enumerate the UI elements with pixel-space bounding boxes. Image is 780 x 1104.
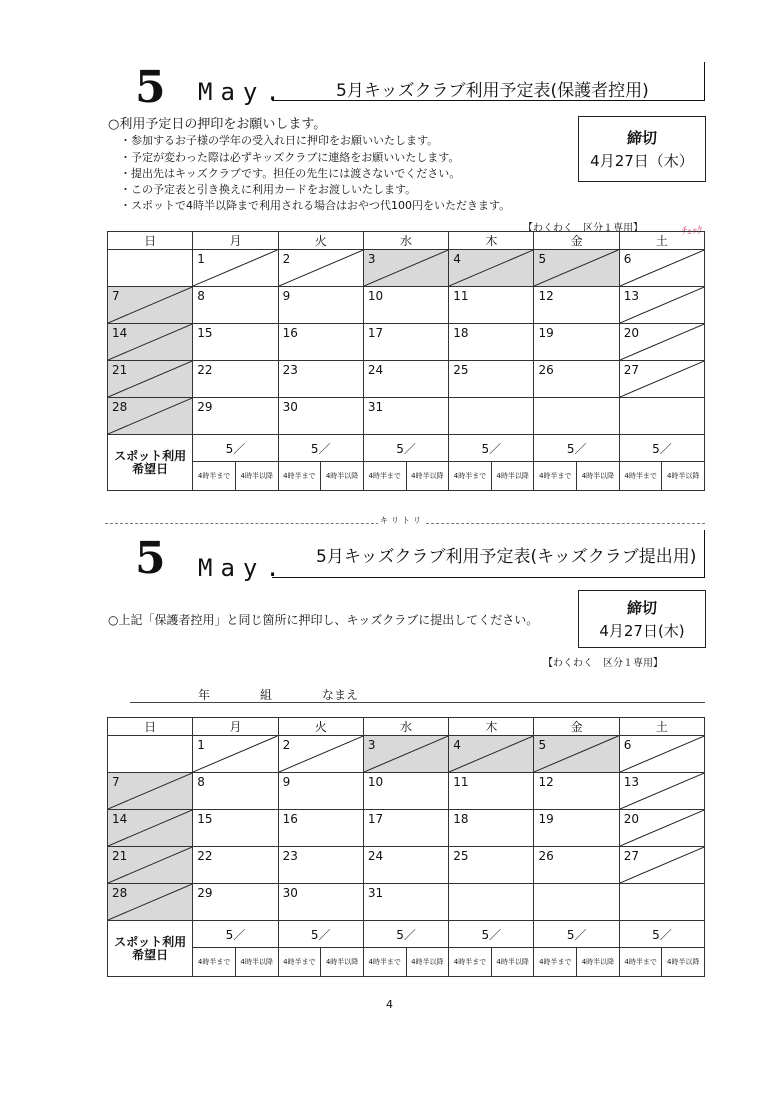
bottom-closed-slash xyxy=(534,736,618,772)
top-day-number: 30 xyxy=(282,400,298,414)
bottom-day-cell[interactable] xyxy=(108,884,193,921)
top-day-cell[interactable] xyxy=(278,250,363,287)
bottom-day-number: 28 xyxy=(112,886,128,900)
bottom-day-number: 14 xyxy=(112,812,128,826)
bottom-spot-date-field[interactable]: 5／ xyxy=(619,921,704,948)
bottom-spot-after-box[interactable]: 4時半以降 xyxy=(662,948,705,977)
bottom-weekday-0: 日 xyxy=(108,718,193,736)
bottom-deadline-box xyxy=(578,590,706,648)
top-spot-before-box[interactable]: 4時半まで xyxy=(363,462,406,491)
top-day-cell[interactable] xyxy=(534,250,619,287)
bottom-deadline-label: 締切 xyxy=(626,599,657,617)
bottom-closed-slash xyxy=(449,736,533,772)
bottom-spot-before-box[interactable]: 4時半まで xyxy=(278,948,321,977)
bottom-day-cell[interactable] xyxy=(193,810,278,847)
bottom-spot-label-line1: スポット利用 xyxy=(114,934,187,949)
bottom-day-number: 3 xyxy=(367,738,376,752)
top-day-cell[interactable] xyxy=(108,250,193,287)
top-day-cell[interactable] xyxy=(449,250,534,287)
bottom-day-cell[interactable] xyxy=(619,773,704,810)
bottom-day-cell[interactable] xyxy=(363,773,448,810)
bottom-day-number: 26 xyxy=(538,849,554,863)
bottom-day-number: 12 xyxy=(538,775,554,789)
bottom-day-number: 20 xyxy=(623,812,640,826)
bottom-day-number: 15 xyxy=(197,812,213,826)
bottom-day-number: 1 xyxy=(197,738,205,752)
page-number: 4 xyxy=(386,998,393,1011)
bottom-day-cell[interactable] xyxy=(449,847,534,884)
bottom-day-cell[interactable] xyxy=(449,810,534,847)
top-spot-before-box[interactable]: 4時半まで xyxy=(534,462,577,491)
bottom-spot-after-box[interactable]: 4時半以降 xyxy=(577,948,620,977)
top-spot-label-line2: 希望日 xyxy=(132,461,169,476)
bottom-day-number: 13 xyxy=(623,775,640,789)
top-day-number: 18 xyxy=(453,326,469,340)
top-weekday-3: 水 xyxy=(363,232,448,250)
bottom-weekday-1: 月 xyxy=(193,718,278,736)
bottom-spot-date-field[interactable]: 5／ xyxy=(193,921,278,948)
bottom-day-number: 27 xyxy=(623,849,640,863)
top-spot-date-field[interactable]: 5／ xyxy=(363,435,448,462)
top-day-cell[interactable] xyxy=(278,361,363,398)
top-day-cell[interactable] xyxy=(363,324,448,361)
bottom-day-cell[interactable] xyxy=(534,773,619,810)
top-title-vbar xyxy=(704,62,705,101)
bottom-spot-date-field[interactable]: 5／ xyxy=(278,921,363,948)
bottom-day-number: 6 xyxy=(623,738,632,752)
bottom-closed-slash xyxy=(279,736,363,772)
top-day-number: 31 xyxy=(367,400,384,414)
bottom-day-number: 17 xyxy=(367,812,384,826)
bottom-weekday-5: 金 xyxy=(534,718,619,736)
bottom-closed-slash xyxy=(108,773,192,809)
top-day-cell[interactable] xyxy=(534,324,619,361)
top-day-number: 12 xyxy=(538,289,554,303)
top-day-cell[interactable] xyxy=(108,287,193,324)
top-day-cell[interactable] xyxy=(534,398,619,435)
bottom-day-number: 25 xyxy=(453,849,469,863)
top-note-2: ・予定が変わった際は必ずキッズクラブに連絡をお願いいたします。 xyxy=(120,150,460,164)
top-day-number: 27 xyxy=(623,363,640,377)
top-spot-before-box[interactable]: 4時半まで xyxy=(619,462,662,491)
top-day-number: 10 xyxy=(367,289,384,303)
top-deadline-date: 4月27日（木） xyxy=(590,152,694,170)
top-spot-after-box[interactable]: 4時半以降 xyxy=(321,462,364,491)
top-day-cell[interactable] xyxy=(449,361,534,398)
bottom-title-vbar xyxy=(704,530,705,578)
top-weekday-2: 火 xyxy=(278,232,363,250)
bottom-spot-before-box[interactable]: 4時半まで xyxy=(193,948,236,977)
bottom-weekday-6: 土 xyxy=(619,718,704,736)
top-spot-date-field[interactable]: 5／ xyxy=(534,435,619,462)
top-spot-label-line1: スポット利用 xyxy=(114,448,187,463)
bottom-title-underline xyxy=(272,577,704,578)
bottom-day-cell[interactable] xyxy=(534,884,619,921)
bottom-day-cell[interactable] xyxy=(278,884,363,921)
top-day-cell[interactable] xyxy=(619,361,704,398)
top-day-cell[interactable] xyxy=(363,250,448,287)
bottom-day-number: 2 xyxy=(282,738,291,752)
bottom-spot-label xyxy=(108,921,193,977)
top-spot-after-box[interactable]: 4時半以降 xyxy=(406,462,449,491)
bottom-month-name: May. xyxy=(198,554,288,582)
top-spot-after-box[interactable]: 4時半以降 xyxy=(662,462,705,491)
bottom-day-cell[interactable] xyxy=(619,810,704,847)
top-day-cell[interactable] xyxy=(449,324,534,361)
bottom-day-cell[interactable] xyxy=(108,773,193,810)
top-day-number: 8 xyxy=(197,289,205,303)
top-calendar xyxy=(107,231,705,491)
top-day-cell[interactable] xyxy=(449,398,534,435)
bottom-spot-date-field[interactable]: 5／ xyxy=(363,921,448,948)
top-day-number: 7 xyxy=(112,289,120,303)
top-day-cell[interactable] xyxy=(619,287,704,324)
bottom-day-cell[interactable] xyxy=(363,847,448,884)
bottom-day-number: 16 xyxy=(282,812,298,826)
top-day-cell[interactable] xyxy=(619,324,704,361)
top-day-cell[interactable] xyxy=(619,398,704,435)
top-day-number: 6 xyxy=(623,252,632,266)
bottom-day-number: 29 xyxy=(197,886,213,900)
top-day-number: 11 xyxy=(453,289,469,303)
top-notes xyxy=(108,117,578,215)
student-info-underline xyxy=(130,702,705,703)
top-day-number: 9 xyxy=(282,289,291,303)
bottom-day-cell[interactable] xyxy=(278,773,363,810)
top-day-number: 28 xyxy=(112,400,128,414)
top-note-3: ・提出先はキッズクラブです。担任の先生には渡さないでください。 xyxy=(120,166,461,180)
student-class-label: 組 xyxy=(260,688,273,702)
top-day-number: 5 xyxy=(538,252,547,266)
top-day-number: 1 xyxy=(197,252,205,266)
bottom-day-number: 10 xyxy=(367,775,384,789)
bottom-spot-date-field[interactable]: 5／ xyxy=(449,921,534,948)
top-spot-before-box[interactable]: 4時半まで xyxy=(193,462,236,491)
bottom-day-cell[interactable] xyxy=(108,810,193,847)
top-weekday-4: 木 xyxy=(449,232,534,250)
top-spot-before-box[interactable]: 4時半まで xyxy=(278,462,321,491)
bottom-day-cell[interactable] xyxy=(363,736,448,773)
bottom-day-number: 11 xyxy=(453,775,469,789)
bottom-day-cell[interactable] xyxy=(449,884,534,921)
top-day-number: 14 xyxy=(112,326,128,340)
top-day-cell[interactable] xyxy=(363,287,448,324)
bottom-closed-slash xyxy=(620,736,704,772)
bottom-spot-before-box[interactable]: 4時半まで xyxy=(363,948,406,977)
top-weekday-1: 月 xyxy=(193,232,278,250)
top-day-cell[interactable] xyxy=(193,398,278,435)
top-closed-slash xyxy=(193,250,277,286)
bottom-day-cell[interactable] xyxy=(193,847,278,884)
bottom-day-number: 7 xyxy=(112,775,120,789)
bottom-day-cell[interactable] xyxy=(278,736,363,773)
top-spot-date-field[interactable]: 5／ xyxy=(449,435,534,462)
top-note-5: ・スポットで4時半以降まで利用される場合はおやつ代100円をいただきます。 xyxy=(120,199,511,213)
bottom-spot-after-box[interactable]: 4時半以降 xyxy=(321,948,364,977)
top-day-cell[interactable] xyxy=(108,361,193,398)
bottom-day-cell[interactable] xyxy=(449,736,534,773)
top-day-number: 26 xyxy=(538,363,554,377)
bottom-day-cell[interactable] xyxy=(534,847,619,884)
top-note-1: ・参加するお子様の学年の受入れ日に押印をお願いいたします。 xyxy=(120,134,439,148)
bottom-title: 5月キッズクラブ利用予定表(キッズクラブ提出用) xyxy=(316,547,697,567)
top-day-cell[interactable] xyxy=(363,398,448,435)
top-day-cell[interactable] xyxy=(193,250,278,287)
top-spot-after-box[interactable]: 4時半以降 xyxy=(577,462,620,491)
top-day-cell[interactable] xyxy=(534,287,619,324)
bottom-day-number: 18 xyxy=(453,812,469,826)
bottom-closed-slash xyxy=(364,736,448,772)
top-day-number: 4 xyxy=(453,252,461,266)
top-day-cell[interactable] xyxy=(363,361,448,398)
top-spot-date-field[interactable]: 5／ xyxy=(278,435,363,462)
top-day-cell[interactable] xyxy=(193,287,278,324)
top-weekday-5: 金 xyxy=(534,232,619,250)
bottom-closed-slash xyxy=(193,736,277,772)
bottom-day-number: 4 xyxy=(453,738,461,752)
top-tag: 【わくわく 区分１専用】 xyxy=(523,223,643,234)
bottom-day-cell[interactable] xyxy=(193,736,278,773)
bottom-weekday-2: 火 xyxy=(278,718,363,736)
bottom-tag: 【わくわく 区分１専用】 xyxy=(543,658,663,669)
bottom-day-cell[interactable] xyxy=(108,736,193,773)
top-month-name: May. xyxy=(198,78,288,106)
top-note-4: ・この予定表と引き換えに利用カードをお渡しいたします。 xyxy=(120,183,417,197)
top-day-number: 24 xyxy=(367,363,384,377)
top-closed-slash xyxy=(534,250,618,286)
bottom-day-cell[interactable] xyxy=(278,847,363,884)
bottom-day-number: 24 xyxy=(367,849,384,863)
top-day-cell[interactable] xyxy=(108,398,193,435)
bottom-day-cell[interactable] xyxy=(534,810,619,847)
bottom-spot-label-line2: 希望日 xyxy=(132,947,169,962)
top-deadline-box xyxy=(578,116,706,182)
top-day-cell[interactable] xyxy=(193,324,278,361)
cut-line-label: キリトリ xyxy=(380,516,424,525)
top-day-number: 20 xyxy=(623,326,640,340)
bottom-day-cell[interactable] xyxy=(193,773,278,810)
top-day-number: 25 xyxy=(453,363,469,377)
top-day-cell[interactable] xyxy=(278,324,363,361)
student-name-label: なまえ xyxy=(322,688,359,702)
bottom-instruction: ○上記「保護者控用」と同じ箇所に押印し、キッズクラブに提出してください。 xyxy=(108,613,539,627)
top-day-number: 2 xyxy=(282,252,291,266)
bottom-day-number: 23 xyxy=(282,849,298,863)
top-spot-after-box[interactable]: 4時半以降 xyxy=(491,462,534,491)
bottom-day-cell[interactable] xyxy=(619,884,704,921)
top-day-number: 22 xyxy=(197,363,213,377)
top-weekday-6: 土 xyxy=(619,232,704,250)
bottom-weekday-3: 水 xyxy=(363,718,448,736)
top-day-number: 13 xyxy=(623,289,640,303)
bottom-day-cell[interactable] xyxy=(278,810,363,847)
top-day-number: 23 xyxy=(282,363,298,377)
bottom-day-number: 21 xyxy=(112,849,128,863)
bottom-day-number: 9 xyxy=(282,775,291,789)
top-closed-slash xyxy=(364,250,448,286)
top-day-number: 3 xyxy=(367,252,376,266)
bottom-spot-date-field[interactable]: 5／ xyxy=(534,921,619,948)
bottom-spot-before-box[interactable]: 4時半まで xyxy=(534,948,577,977)
top-day-cell[interactable] xyxy=(278,287,363,324)
bottom-day-cell[interactable] xyxy=(449,773,534,810)
top-day-cell[interactable] xyxy=(108,324,193,361)
top-spot-after-box[interactable]: 4時半以降 xyxy=(235,462,278,491)
top-deadline-label: 締切 xyxy=(626,129,657,147)
bottom-day-cell[interactable] xyxy=(534,736,619,773)
bottom-day-number: 8 xyxy=(197,775,205,789)
top-closed-slash xyxy=(108,287,192,323)
top-day-number: 15 xyxy=(197,326,213,340)
top-spot-date-field[interactable]: 5／ xyxy=(619,435,704,462)
bottom-day-cell[interactable] xyxy=(108,847,193,884)
bottom-deadline-date: 4月27日(木) xyxy=(599,622,685,640)
bottom-calendar xyxy=(107,717,705,977)
student-year-label: 年 xyxy=(198,688,211,702)
bottom-day-cell[interactable] xyxy=(193,884,278,921)
top-spot-before-box[interactable]: 4時半まで xyxy=(449,462,492,491)
top-notes-lead: ○利用予定日の押印をお願いします。 xyxy=(108,117,327,132)
bottom-weekday-4: 木 xyxy=(449,718,534,736)
top-day-cell[interactable] xyxy=(619,250,704,287)
bottom-notes xyxy=(108,612,578,628)
top-stamp-mark: ﾁｪｯｸ xyxy=(682,226,702,237)
top-closed-slash xyxy=(279,250,363,286)
top-spot-label xyxy=(108,435,193,491)
bottom-spot-before-box[interactable]: 4時半まで xyxy=(619,948,662,977)
top-closed-slash xyxy=(620,250,704,286)
bottom-day-number: 31 xyxy=(367,886,384,900)
bottom-day-number: 5 xyxy=(538,738,547,752)
top-day-number: 21 xyxy=(112,363,128,377)
bottom-day-cell[interactable] xyxy=(619,847,704,884)
top-closed-slash xyxy=(449,250,533,286)
top-day-cell[interactable] xyxy=(193,361,278,398)
bottom-spot-after-box[interactable]: 4時半以降 xyxy=(235,948,278,977)
top-month-number: 5 xyxy=(135,62,166,113)
top-spot-date-field[interactable]: 5／ xyxy=(193,435,278,462)
top-day-number: 16 xyxy=(282,326,298,340)
top-day-number: 17 xyxy=(367,326,384,340)
top-weekday-0: 日 xyxy=(108,232,193,250)
top-day-cell[interactable] xyxy=(534,361,619,398)
top-title: 5月キッズクラブ利用予定表(保護者控用) xyxy=(336,81,649,101)
top-day-number: 19 xyxy=(538,326,554,340)
top-day-cell[interactable] xyxy=(278,398,363,435)
top-day-cell[interactable] xyxy=(449,287,534,324)
bottom-day-cell[interactable] xyxy=(363,884,448,921)
bottom-spot-after-box[interactable]: 4時半以降 xyxy=(491,948,534,977)
bottom-spot-after-box[interactable]: 4時半以降 xyxy=(406,948,449,977)
bottom-day-number: 22 xyxy=(197,849,213,863)
top-day-number: 29 xyxy=(197,400,213,414)
bottom-day-number: 30 xyxy=(282,886,298,900)
bottom-month-number: 5 xyxy=(135,533,166,584)
bottom-day-cell[interactable] xyxy=(619,736,704,773)
bottom-day-number: 19 xyxy=(538,812,554,826)
bottom-day-cell[interactable] xyxy=(363,810,448,847)
bottom-spot-before-box[interactable]: 4時半まで xyxy=(449,948,492,977)
